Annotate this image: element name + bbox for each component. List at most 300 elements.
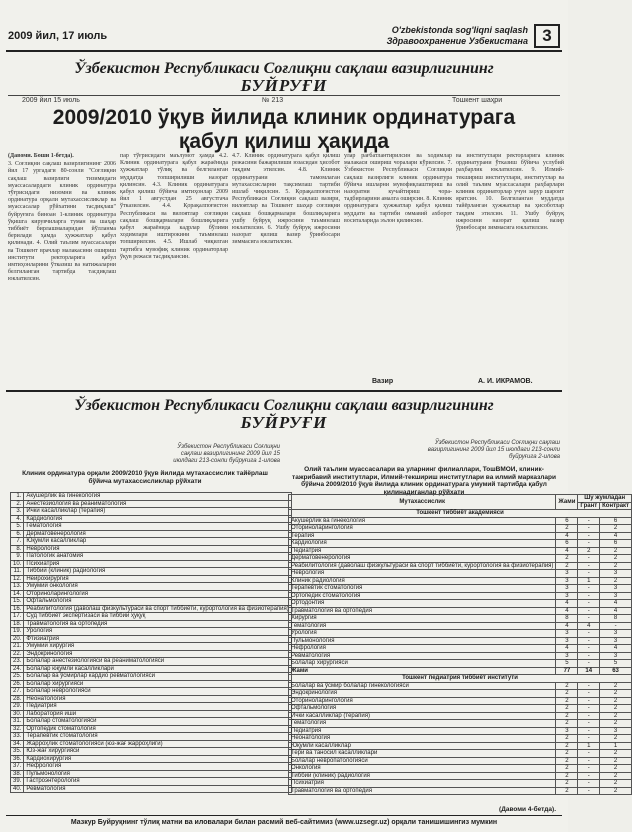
specialty-name: Урология (289, 630, 556, 638)
row-number: 18. (11, 620, 24, 628)
grant-cell: - (578, 570, 600, 578)
specialty-name: Акушерлик ва гинекология (289, 517, 556, 525)
grant-cell: - (578, 787, 600, 795)
specialty-name: Юқумли касалликлар (24, 538, 291, 546)
grant-cell: - (578, 592, 600, 600)
grant-cell: - (578, 630, 600, 638)
contract-cell: 2 (600, 555, 632, 563)
specialty-name: Болалар неврологияси (24, 688, 291, 696)
contract-cell: 3 (600, 585, 632, 593)
grant-cell: - (578, 517, 600, 525)
table-row (289, 637, 632, 645)
contract-cell: 2 (600, 525, 632, 533)
grant-cell: - (578, 540, 600, 548)
specialty-name: Хирургия (289, 615, 556, 623)
specialty-name: Тиббий (клиник) радиология (289, 772, 556, 780)
signature-name: А. И. ИКРАМОВ. (478, 378, 533, 385)
table-row (289, 592, 632, 600)
specialty-name: Нефрология (24, 763, 291, 771)
specialty-name: Терапевтик стоматология (289, 585, 556, 593)
table-row (11, 680, 292, 688)
specialty-name: Неврология (24, 545, 291, 553)
specialty-name: Неонатология (289, 735, 556, 743)
total-cell: 3 (556, 585, 578, 593)
specialty-name: Кардиохирургия (24, 755, 291, 763)
contract-cell: 3 (600, 727, 632, 735)
publication-name-cyrillic: Здравоохранение Узбекистана (386, 36, 528, 46)
table-row (289, 615, 632, 623)
specialty-name: Урология (24, 628, 291, 636)
grant-cell: - (578, 645, 600, 653)
specialty-name: Психиатрия (289, 780, 556, 788)
article-column-4 (344, 153, 452, 377)
total-cell: 2 (556, 772, 578, 780)
table-row (11, 778, 292, 786)
approval-right: Ўзбекистон Республикаси Соғлиқни сақлаш вазирлигининг 2009 йил 15 июлдаги 213-сонли буйруғига 2-илова (427, 440, 560, 460)
specialty-name: Юқумли касалликлар (289, 742, 556, 750)
grant-cell: 1 (578, 742, 600, 750)
order-number: № 213 (262, 97, 284, 104)
specialty-name: Ревматология (24, 785, 291, 793)
specialty-name: Болалар стоматологияси (24, 718, 291, 726)
approval-left: Ўзбекистон Республикаси Соғлиқни сақлаш вазирлигининг 2009 йил 15 июлдаги 213-сонли буйруғига 1-илова (173, 444, 280, 464)
contract-cell: 2 (600, 787, 632, 795)
table-row (11, 763, 292, 771)
order-city: Тошкент шаҳри (452, 97, 503, 104)
table-row (11, 500, 292, 508)
section-title: Тошкент педиатрия тиббиёт институти (289, 675, 632, 683)
grant-cell: - (578, 690, 600, 698)
table-row (289, 772, 632, 780)
specialty-name: Акушерлик ва гинекология (24, 493, 291, 501)
total-cell: 6 (556, 517, 578, 525)
total-cell: 2 (556, 697, 578, 705)
total-cell: 2 (556, 690, 578, 698)
table-row (11, 628, 292, 636)
contract-cell: 2 (600, 697, 632, 705)
article-column-3 (232, 153, 340, 377)
specialty-name: Ички касалликлар (терапия) (289, 712, 556, 720)
table-row (11, 620, 292, 628)
specialty-name: Нейрохирургия (24, 575, 291, 583)
table-row (289, 540, 632, 548)
col-grant: Грант (578, 502, 600, 510)
specialty-name: Умумий онкология (24, 583, 291, 591)
contract-cell: 3 (600, 592, 632, 600)
specialty-name: Ревматология (289, 652, 556, 660)
specialty-name: Педиатрия (24, 703, 291, 711)
table-row (289, 697, 632, 705)
table-row (289, 757, 632, 765)
table-row (11, 575, 292, 583)
specialty-name: Ички касалликлар (терапия) (24, 508, 291, 516)
total-cell: 2 (556, 682, 578, 690)
row-number: 23. (11, 658, 24, 666)
row-number: 31. (11, 718, 24, 726)
table-row (11, 508, 292, 516)
article-text-3: 4.7. Клиник ординатурага қабул қилиш режасини бажарилиши юзасидан ҳисобот тақдим этилсин. 4.8. Клиник ординатурани тамомлаган мутахассисларни тақсимлаш тартиби ишлаб чиқилсин. 5. Қорақалпоғистон Республикаси Соғлиқни сақлаш вазири, вилоятлар ва Тошкент шаҳар соғлиқни сақлаш бошқармалари бошлиқларига ушбу буйруқ ижросини таъминлаш юклатилсин. 6. Ушбу буйруқ ижросини назорат қилиш вазир ўринбосари зиммасига юклатилсин. (232, 153, 340, 246)
grant-cell: - (578, 525, 600, 533)
total-label: Жами (289, 667, 556, 675)
grant-cell: - (578, 607, 600, 615)
row-number: 39. (11, 778, 24, 786)
specialty-name: Ортопедик стоматология (24, 725, 291, 733)
specialty-name: Фтизиатрия (24, 635, 291, 643)
table-row (289, 570, 632, 578)
total-cell: 4 (556, 547, 578, 555)
table-row (11, 755, 292, 763)
specialty-name: Клиник радиология (289, 577, 556, 585)
order-word-top: БУЙРУҒИ (240, 76, 328, 95)
table-row (11, 658, 292, 666)
table-row (289, 630, 632, 638)
specialty-name: Терапия (289, 532, 556, 540)
specialty-name: Офтальмология (24, 598, 291, 606)
grant-cell: 2 (578, 547, 600, 555)
table-row (11, 688, 292, 696)
specialty-name: Ортодонтия (289, 600, 556, 608)
table-row (11, 568, 292, 576)
col-contract: Контракт (600, 502, 632, 510)
row-number: 27. (11, 688, 24, 696)
contract-cell: 2 (600, 547, 632, 555)
specialty-name: Пульмонология (24, 770, 291, 778)
total-cell: 2 (556, 525, 578, 533)
page-number: 3 (534, 24, 560, 48)
total-cell: 8 (556, 615, 578, 623)
total-cell: 3 (556, 630, 578, 638)
table-row (11, 523, 292, 531)
article-text-1: 3. Соғлиқни сақлаш вазирлигининг 2006 йил 17 ургадаги 80-сонли "Соғлиқни сақлаш вазирлиги тизимидаги муассасалардаги клиник ординатура тўғрисидаги низомни ва клиник ординатура орқали мутахассисликлар ва муассасалар рўйхатини тасдиқлаш" буйруғига биноан 1-клиник ординатура ўқишга кирувчиларга туман ва шаҳар тиббиёт бирлашмаларидан йўлланма берилади ҳамда ҳужжатлар қабул қилинади. 4. Олий таълим муассасалари ва Тошкент врачлар малакасини ошириш институти ректорларига қабул имтиҳонларини ўтказиш ва натижаларни белгиланган тартибда тасдиқлаш юклатилсин. (8, 161, 116, 283)
table-row (289, 525, 632, 533)
col-total: Жами (556, 495, 578, 510)
col-places: Шу жумладан (578, 495, 632, 503)
specialty-name: Болалар ва ўсмир болалар гинекологияси (289, 682, 556, 690)
table-row (289, 712, 632, 720)
contract-cell: 2 (600, 682, 632, 690)
article-text-5: ва институтлари ректорларига клиник ординатурани ўтказиш бўйича услубий раҳбарлик юклатилсин. 9. Илмий-текшириш институтлари, институтлар ва олий таълим муассасалари раҳбарлари клиник ординаторлар учун зарур шароит яратсин. 10. Белгиланган муддатда тайёрланган ҳужжатлар ва ҳисоботлар тақдим этилсин. 11. Ушбу буйруқ ижросини назорат қилиш вазир ўринбосари зиммасига юклатилсин. (456, 153, 564, 232)
row-number: 28. (11, 695, 24, 703)
grant-cell: - (578, 585, 600, 593)
publication-name-latin: O'zbekistonda sog'liqni saqlash (391, 25, 528, 35)
table-row (289, 517, 632, 525)
specialty-name: Суд тиббиёт экспертизаси ва тиббий ҳуқуқ (24, 613, 291, 621)
table-row (11, 515, 292, 523)
total-cell: 6 (556, 540, 578, 548)
grant-cell: - (578, 600, 600, 608)
section-title: Тошкент тиббиёт академияси (289, 510, 632, 518)
total-cell: 4 (556, 622, 578, 630)
table-row (289, 742, 632, 750)
grant-cell: - (578, 652, 600, 660)
contract-cell: 2 (600, 765, 632, 773)
table-row (11, 560, 292, 568)
row-number: 12. (11, 575, 24, 583)
row-number: 1. (11, 493, 24, 501)
table-row (289, 607, 632, 615)
specialty-name: Умумий хирургия (24, 643, 291, 651)
contract-cell: 5 (600, 660, 632, 668)
contract-cell: 4 (600, 532, 632, 540)
grant-cell: - (578, 532, 600, 540)
contract-cell: 4 (600, 600, 632, 608)
grant-cell: - (578, 712, 600, 720)
contract-cell: 8 (600, 615, 632, 623)
total-cell: 3 (556, 577, 578, 585)
table-row (289, 720, 632, 728)
table-row (289, 562, 632, 570)
article-column-2 (120, 153, 228, 377)
specialty-name: Болалар анестезиологияси ва реаниматологияси (24, 658, 291, 666)
specialty-name: Дерматовенерология (289, 555, 556, 563)
row-number: 26. (11, 680, 24, 688)
row-number: 8. (11, 545, 24, 553)
total-cell: 2 (556, 705, 578, 713)
contract-cell: 2 (600, 757, 632, 765)
row-number: 10. (11, 560, 24, 568)
contract-cell: 6 (600, 540, 632, 548)
table-row (289, 652, 632, 660)
issue-date: 2009 йил, 17 июль (8, 30, 108, 42)
table-row (11, 770, 292, 778)
specialty-name: Гематология (24, 523, 291, 531)
row-number: 9. (11, 553, 24, 561)
signature-title: Вазир (372, 378, 394, 385)
table-row (11, 718, 292, 726)
table-row (11, 785, 292, 793)
specialty-name: Анестезиология ва реаниматология (24, 500, 291, 508)
total-cell: 2 (556, 787, 578, 795)
grant-cell: - (578, 720, 600, 728)
row-number: 37. (11, 763, 24, 771)
specialty-name: Болалар хирургияси (289, 660, 556, 668)
row-number: 38. (11, 770, 24, 778)
table-row (289, 645, 632, 653)
contract-cell: 3 (600, 630, 632, 638)
row-number: 11. (11, 568, 24, 576)
contract-cell: 3 (600, 637, 632, 645)
specialty-name: Тери ва таносил касалликлари (289, 750, 556, 758)
total-cell: 2 (556, 750, 578, 758)
total-cell: 4 (556, 532, 578, 540)
article-text-4: улар рағбатлантирилсин ва ходимлар малакаси ошириш чоралари кўрилсин. 7. Ўзбекистон Республикаси Соғлиқни сақлаш вазирлиги клиник ординатура бўйича ишларни мувофиқлаштириш ва назоратни кучайтириш чора-тадбирларини амалга оширсин. 8. Клиник ординатурага ҳужжатлар қабул қилиш муддати ва тартиби оммавий ахборот воситаларида эълон қилинсин. (344, 153, 452, 224)
table-row (289, 735, 632, 743)
specialty-name: Болалар хирургияси (24, 680, 291, 688)
table-row (289, 600, 632, 608)
contract-cell: 4 (600, 645, 632, 653)
contract-cell: 6 (600, 517, 632, 525)
contract-cell: - (600, 622, 632, 630)
table-row (11, 650, 292, 658)
total-cell: 4 (556, 600, 578, 608)
row-number: 19. (11, 628, 24, 636)
grant-cell: - (578, 682, 600, 690)
row-number: 40. (11, 785, 24, 793)
specialty-name: Тиббий (клиник) радиология (24, 568, 291, 576)
contract-cell: 2 (600, 690, 632, 698)
specialty-name: Патологик анатомия (24, 553, 291, 561)
grant-cell: - (578, 697, 600, 705)
contract-cell: 2 (600, 780, 632, 788)
total-cell: 2 (556, 720, 578, 728)
grant-cell: 14 (578, 667, 600, 675)
row-number: 13. (11, 583, 24, 591)
specialty-name: Гематология (289, 622, 556, 630)
contract-cell: 2 (600, 735, 632, 743)
table-row (289, 577, 632, 585)
specialty-name: Болалар невропатологияси (289, 757, 556, 765)
table-row (289, 532, 632, 540)
specialty-name: Болалар юқумли касалликлари (24, 665, 291, 673)
row-number: 15. (11, 598, 24, 606)
specialty-name: Дерматовенерология (24, 530, 291, 538)
row-number: 16. (11, 605, 24, 613)
grant-cell: - (578, 562, 600, 570)
grant-cell: - (578, 727, 600, 735)
specialty-name: Травматология ва ортопедия (289, 787, 556, 795)
row-number: 34. (11, 740, 24, 748)
row-number: 21. (11, 643, 24, 651)
specialty-name: Педиатрия (289, 727, 556, 735)
total-cell: 2 (556, 742, 578, 750)
row-number: 22. (11, 650, 24, 658)
total-row (289, 667, 632, 675)
footer-notice: Мазкур Буйруқнинг тўлиқ матни ва иловалари билан расмий веб-сайтимиз (www.uzsegr.uz) орқали танишишингиз мумкин (6, 815, 562, 829)
contract-cell: 63 (600, 667, 632, 675)
grant-cell: - (578, 780, 600, 788)
table-row (289, 750, 632, 758)
specialties-table (10, 492, 292, 793)
specialty-name: Онкология (289, 765, 556, 773)
article-column-1 (8, 153, 116, 377)
headline-line-1: 2009/2010 ўқув йилида клиник ординатурага (52, 106, 516, 129)
total-cell: 2 (556, 780, 578, 788)
continued-note: (Давоми. Боши 1-бетда). (8, 153, 74, 159)
row-number: 5. (11, 523, 24, 531)
table-row (11, 643, 292, 651)
table-row (289, 705, 632, 713)
table-row (11, 493, 292, 501)
grant-cell: - (578, 765, 600, 773)
publication-name (387, 25, 528, 47)
contract-cell: 2 (600, 772, 632, 780)
total-cell: 3 (556, 570, 578, 578)
total-cell: 2 (556, 757, 578, 765)
table-row (289, 585, 632, 593)
row-number: 32. (11, 725, 24, 733)
contract-cell: 2 (600, 750, 632, 758)
order-headline (6, 106, 562, 154)
row-number: 29. (11, 703, 24, 711)
rule-top (8, 95, 560, 96)
specialty-name: Психиатрия (24, 560, 291, 568)
table-row (11, 695, 292, 703)
table-row (11, 605, 292, 613)
grant-cell: - (578, 735, 600, 743)
contract-cell: 3 (600, 570, 632, 578)
total-cell: 2 (556, 712, 578, 720)
order-word-bottom: БУЙРУҒИ (240, 413, 328, 432)
specialty-name: Нефрология (289, 645, 556, 653)
grant-cell: - (578, 750, 600, 758)
table-row (289, 660, 632, 668)
right-table-title: Олий таълим муассасалари ва уларнинг филиаллари, ТошВМОИ, клиник-тажрибавий институтлари, Илмий-текшириш институтлари ва илмий марказлари бўйича 2009/2010 ўқув йилида клиник ординатурага умумий тартибда қабул қилинадиганлар рўйхати (292, 466, 556, 496)
col-specialty: Мутахассислик (289, 495, 556, 510)
table-row (11, 725, 292, 733)
row-number: 35. (11, 748, 24, 756)
specialty-name: Лаборатория иши (24, 710, 291, 718)
total-cell: 2 (556, 735, 578, 743)
contract-cell: 2 (600, 577, 632, 585)
table-row (11, 538, 292, 546)
table-row (289, 765, 632, 773)
specialty-name: Оториноларингология (24, 590, 291, 598)
row-number: 14. (11, 590, 24, 598)
specialty-name: Кардиология (24, 515, 291, 523)
table-row (11, 590, 292, 598)
specialty-name: Кардиология (289, 540, 556, 548)
article-column-5 (456, 153, 564, 377)
contract-cell: 2 (600, 720, 632, 728)
grant-cell: - (578, 637, 600, 645)
specialty-name: Гастроэнтерология (24, 778, 291, 786)
table-row (11, 635, 292, 643)
specialty-name: Реабилитология (даволаш физкультураси ва спорт тиббиёти, курортология ва физиотерапия) (289, 562, 556, 570)
specialty-name: Пульмонология (289, 637, 556, 645)
grant-cell: 4 (578, 622, 600, 630)
specialty-name: Эндокринология (289, 690, 556, 698)
row-number: 3. (11, 508, 24, 516)
row-number: 17. (11, 613, 24, 621)
table-row (11, 598, 292, 606)
row-number: 6. (11, 530, 24, 538)
table-row (11, 733, 292, 741)
specialty-name: Ортопедик стоматология (289, 592, 556, 600)
row-number: 2. (11, 500, 24, 508)
order-date: 2009 йил 15 июль (22, 97, 80, 104)
table-row (11, 748, 292, 756)
total-cell: 3 (556, 637, 578, 645)
masthead (6, 22, 562, 52)
specialty-name: Неврология (289, 570, 556, 578)
admission-table (288, 494, 632, 795)
total-cell: 4 (556, 645, 578, 653)
specialty-name: Болалар ва ўсмирлар кардио ревматологияси (24, 673, 291, 681)
specialty-name: Неонатология (24, 695, 291, 703)
ministry-heading-bottom: Ўзбекистон Республикаси Соғлиқни сақлаш вазирлигининг (74, 397, 494, 414)
total-cell: 2 (556, 555, 578, 563)
section-row (289, 675, 632, 683)
row-number: 24. (11, 665, 24, 673)
table-row (11, 703, 292, 711)
row-number: 20. (11, 635, 24, 643)
ministry-heading-top: Ўзбекистон Республикаси Соғлиқни сақлаш вазирлигининг (74, 60, 494, 77)
total-cell: 2 (556, 562, 578, 570)
grant-cell: - (578, 555, 600, 563)
specialty-name: Педиатрия (289, 547, 556, 555)
table-row (11, 553, 292, 561)
specialty-name: Эндокринология (24, 650, 291, 658)
specialty-name: Офтальмология (289, 705, 556, 713)
specialty-name: Оториноларингология (289, 525, 556, 533)
table-row (11, 710, 292, 718)
total-cell: 5 (556, 660, 578, 668)
total-cell: 3 (556, 652, 578, 660)
specialty-name: Оториноларингология (289, 697, 556, 705)
continued-on-page-note: (Давоми 4-бетда). (499, 806, 556, 813)
contract-cell: 4 (600, 607, 632, 615)
row-number: 4. (11, 515, 24, 523)
